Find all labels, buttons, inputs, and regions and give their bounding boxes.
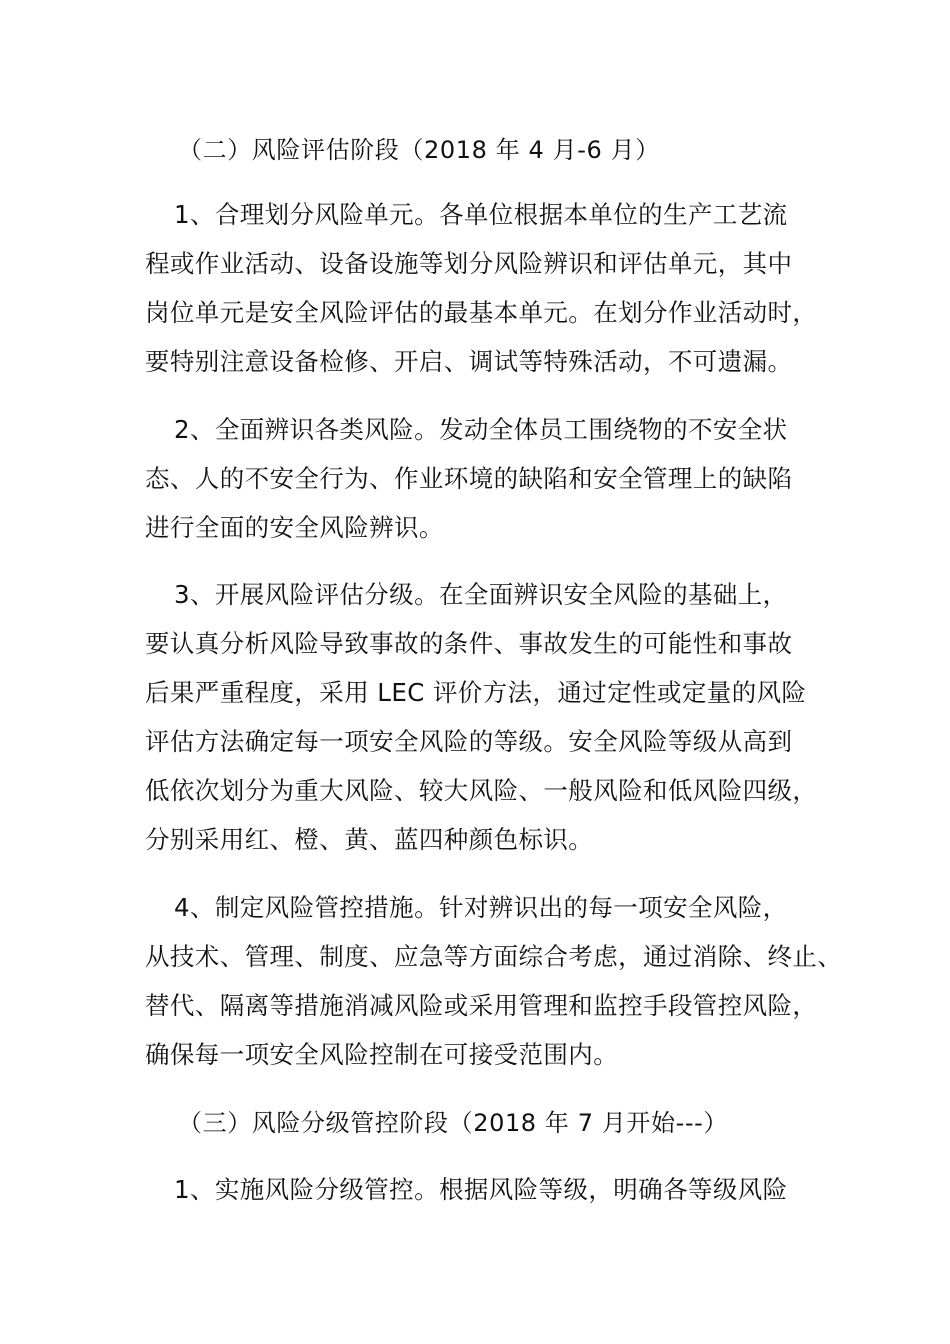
paragraph-line: 岗位单元是安全风险评估的最基本单元。在划分作业活动时， [145, 298, 818, 327]
paragraph-line: 分别采用红、橙、黄、蓝四种颜色标识。 [145, 825, 594, 854]
paragraph-line: 1、合理划分风险单元。各单位根据本单位的生产工艺流 [174, 200, 788, 229]
paragraph-line: 态、人的不安全行为、作业环境的缺陷和安全管理上的缺陷 [145, 464, 793, 493]
section-heading-risk-assessment: （二）风险评估阶段（2018 年 4 月-6 月） [178, 136, 660, 164]
paragraph-line: 4、制定风险管控措施。针对辨识出的每一项安全风险， [174, 893, 788, 922]
paragraph-line: 低依次划分为重大风险、较大风险、一般风险和低风险四级， [145, 776, 818, 805]
paragraph-line: 要特别注意设备检修、开启、调试等特殊活动，不可遗漏。 [145, 347, 793, 376]
paragraph-line: 2、全面辨识各类风险。发动全体员工围绕物的不安全状 [174, 415, 788, 444]
paragraph-line: 从技术、管理、制度、应急等方面综合考虑，通过消除、终止、 [145, 942, 843, 971]
paragraph-line: 要认真分析风险导致事故的条件、事故发生的可能性和事故 [145, 629, 793, 658]
paragraph-line: 3、开展风险评估分级。在全面辨识安全风险的基础上， [174, 580, 788, 609]
paragraph-line: 程或作业活动、设备设施等划分风险辨识和评估单元，其中 [145, 249, 793, 278]
paragraph-line: 进行全面的安全风险辨识。 [145, 513, 444, 542]
paragraph-line: 确保每一项安全风险控制在可接受范围内。 [145, 1040, 619, 1069]
section-heading-risk-control: （三）风险分级管控阶段（2018 年 7 月开始---） [178, 1109, 729, 1137]
paragraph-line: 后果严重程度，采用 LEC 评价方法，通过定性或定量的风险 [145, 678, 807, 707]
paragraph-line: 评估方法确定每一项安全风险的等级。安全风险等级从高到 [145, 727, 793, 756]
paragraph-line: 替代、隔离等措施消减风险或采用管理和监控手段管控风险， [145, 991, 818, 1020]
paragraph-line: 1、实施风险分级管控。根据风险等级，明确各等级风险 [174, 1175, 788, 1204]
